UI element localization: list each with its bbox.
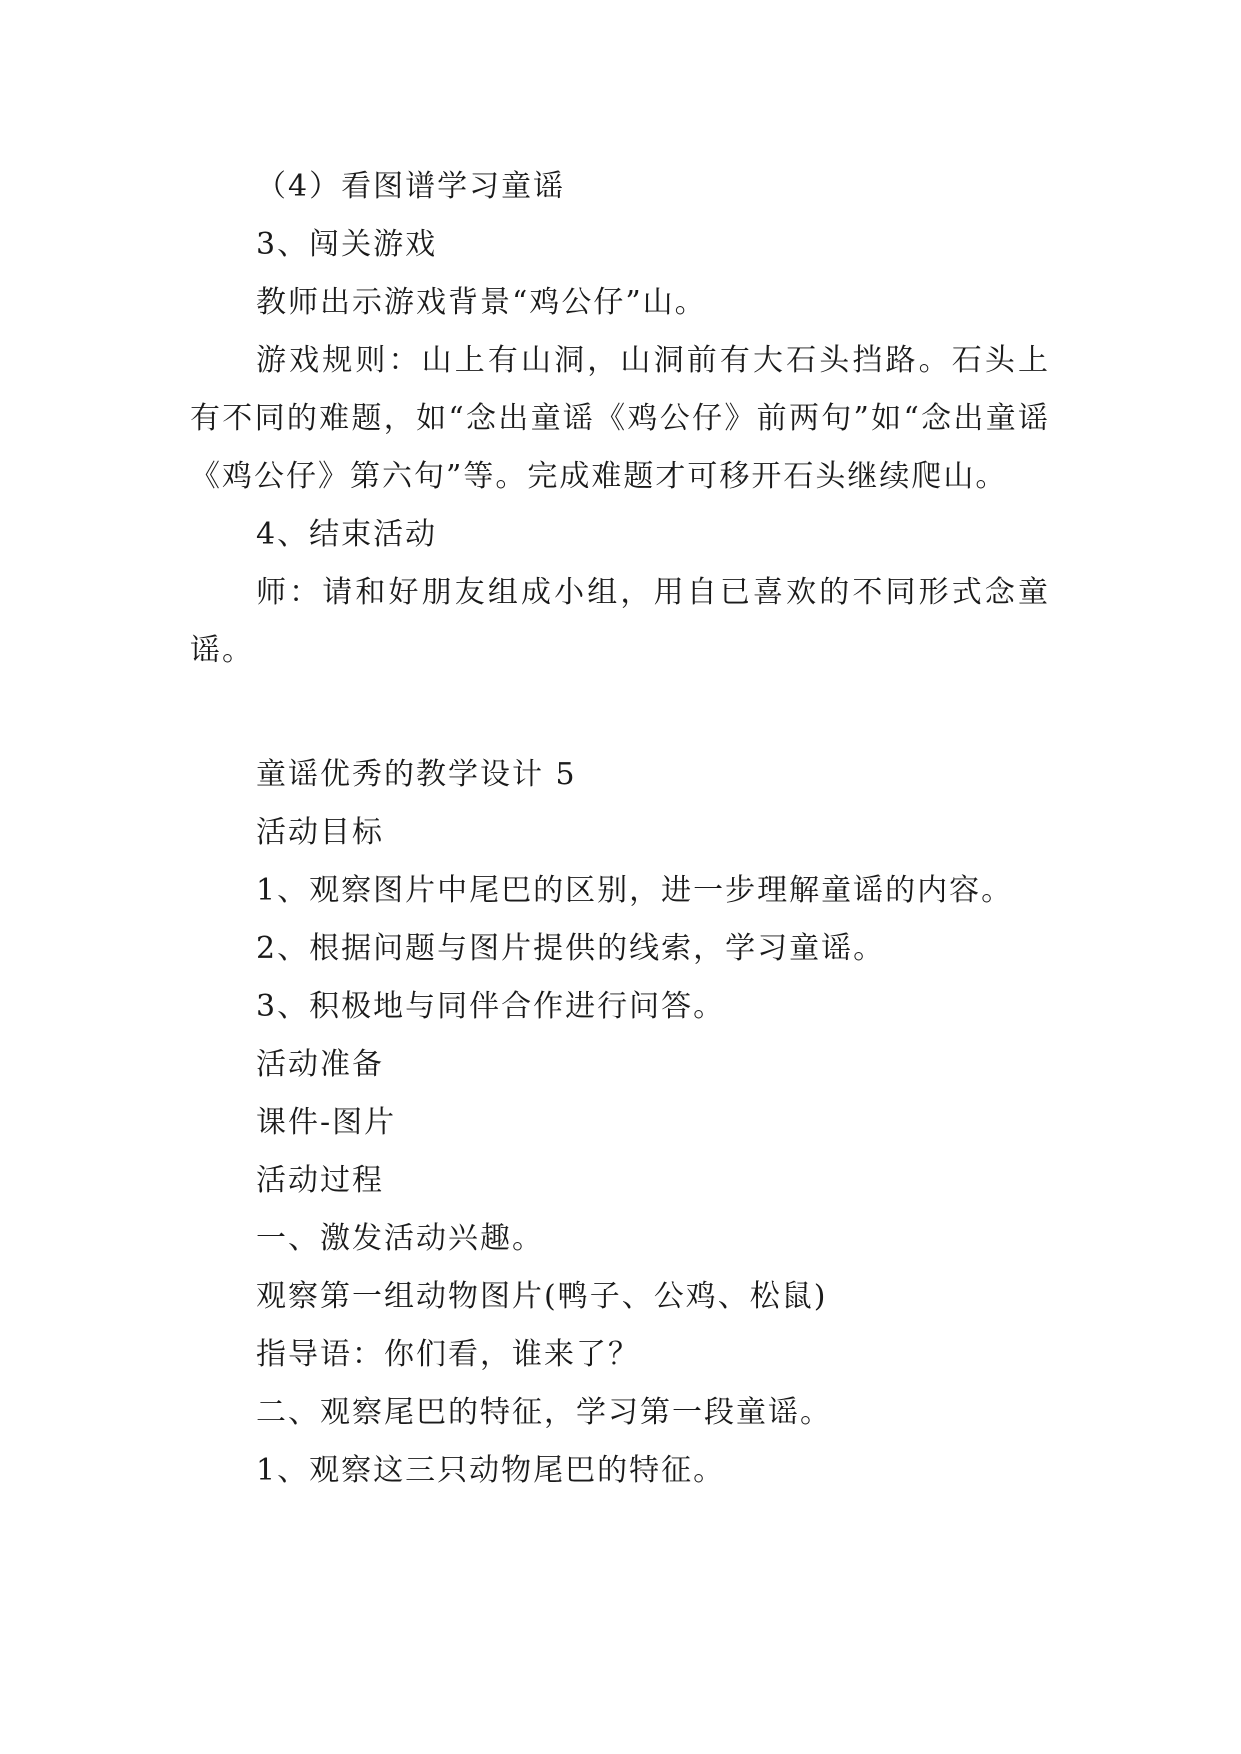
process-step-1: 一、激发活动兴趣。 [256, 1221, 544, 1256]
document-page [190, 158, 1050, 1500]
process-heading: 活动过程 [256, 1163, 384, 1198]
game-rules-paragraph: 游戏规则：山上有山洞，山洞前有大石头挡路。石头上有不同的难题，如“念出童谣《鸡公仔》前两句”如“念出童谣《鸡公仔》第六句”等。完成难题才可移开石头继续爬山。 [190, 343, 1050, 494]
observe-group: 观察第一组动物图片(鸭子、公鸡、松鼠) [256, 1279, 828, 1314]
guide-words: 指导语：你们看，谁来了？ [256, 1337, 640, 1372]
teacher-closing-paragraph: 师：请和好朋友组成小组，用自已喜欢的不同形式念童谣。 [190, 575, 1050, 668]
section-title: 童谣优秀的教学设计 5 [256, 757, 577, 792]
prep-heading: 活动准备 [256, 1047, 384, 1082]
step-4-item: （4）看图谱学习童谣 [256, 169, 566, 204]
observe-tails: 1、观察这三只动物尾巴的特征。 [256, 1453, 726, 1488]
goal-item: 3、积极地与同伴合作进行问答。 [256, 989, 726, 1024]
goal-item: 2、根据问题与图片提供的线索，学习童谣。 [256, 931, 886, 966]
teacher-intro: 教师出示游戏背景“鸡公仔”山。 [256, 285, 707, 320]
step-3-heading: 3、闯关游戏 [256, 227, 438, 262]
process-step-2: 二、观察尾巴的特征，学习第一段童谣。 [256, 1395, 832, 1430]
goals-heading: 活动目标 [256, 815, 384, 850]
goal-item: 1、观察图片中尾巴的区别，进一步理解童谣的内容。 [256, 873, 1014, 908]
prep-item: 课件-图片 [256, 1105, 397, 1140]
step-4-heading: 4、结束活动 [256, 517, 438, 552]
section-spacer [190, 680, 1050, 746]
